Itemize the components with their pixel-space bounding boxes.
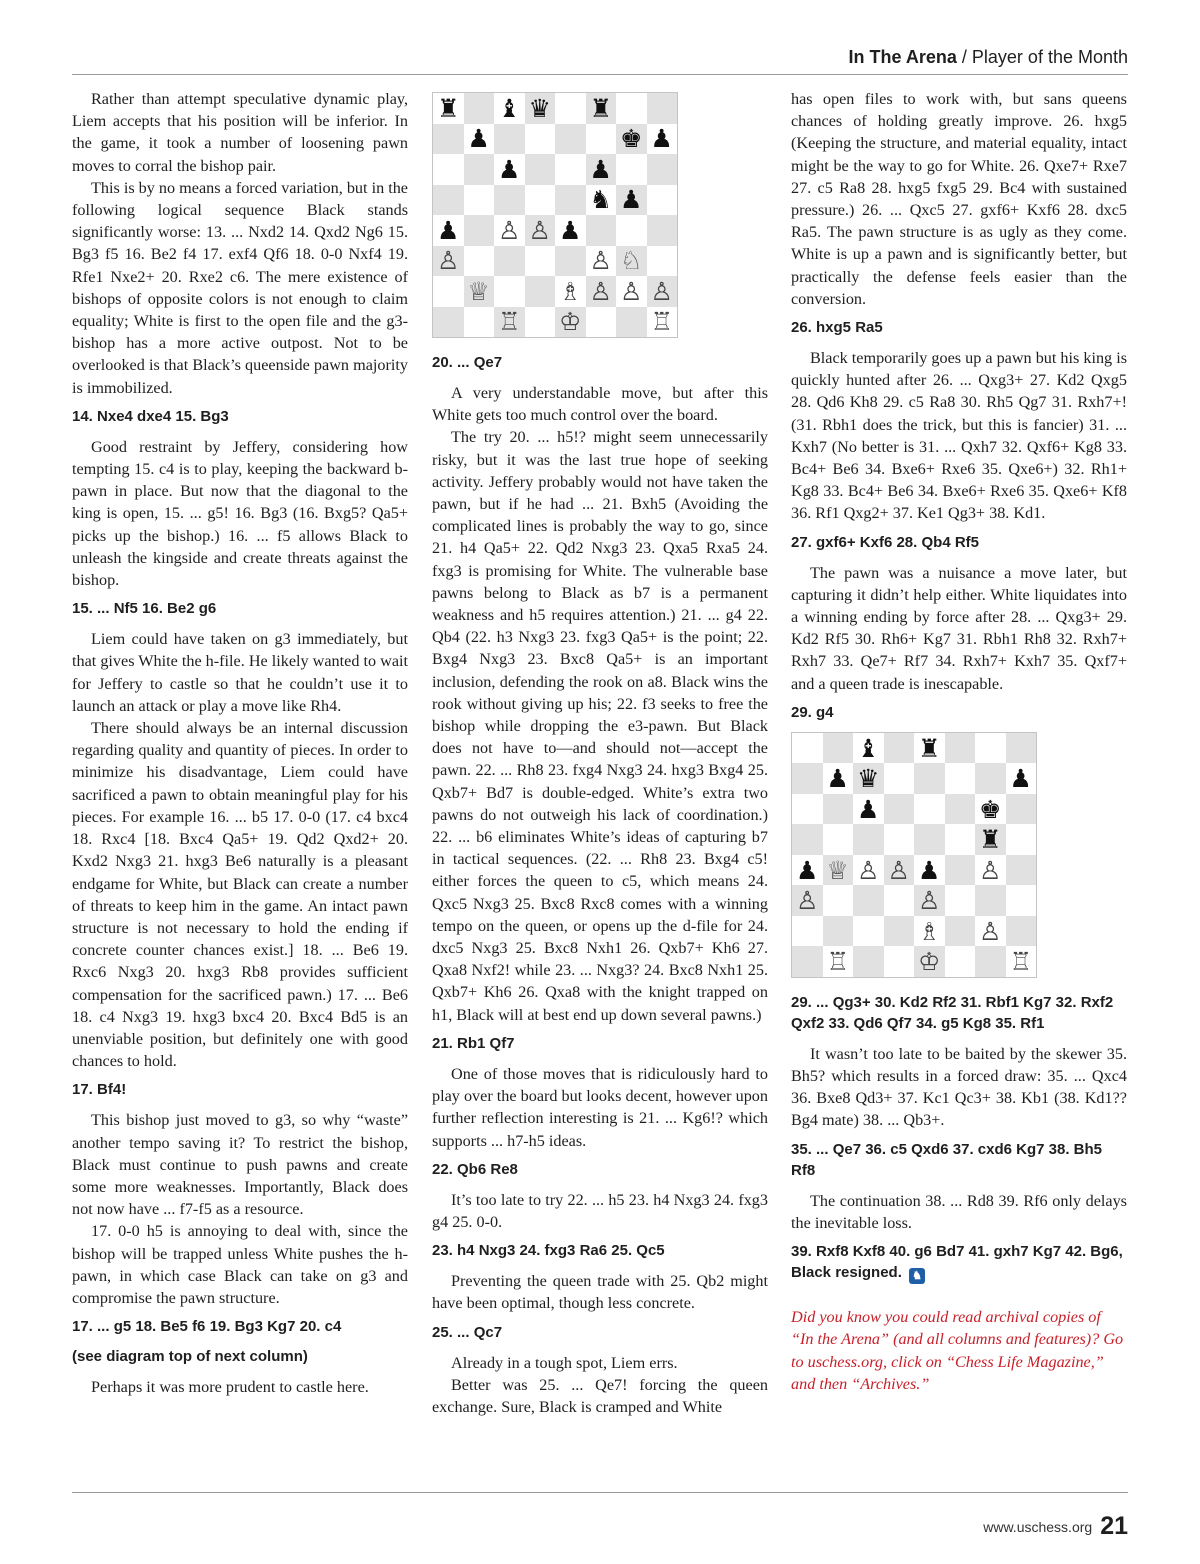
paragraph: There should always be an internal discussion regarding quality and quantity of pieces. In order to minimize his disadvantage, Liem could have sacrificed a pawn to obtain meaningful play for his pieces. For example 16. ... b5 17. 0-0 (17. c4 bxc4 18. Rxc4 [18. Bxc4 Qa5+ 19. Qd2 Qxd2+ 20. Kxd2 Nxg3 21. hxg3 Be6 naturally is a pleasant endgame for White, but Black can create a number of threats to keep him in the game. An intact pawn structure is not necessary to hold the ending if concrete counter chances exist.] 18. ... Be6 19. Rxc6 Nxg3 20. hxg3 Rb8 provides sufficient compensation for the sacrificed pawn.) 17. ... Be6 18. c4 Nxg3 19. hxg3 bxc4 20. Bxc4 Bd5 is an unenviable position, but definitely one with good chances to hold.: [72, 719, 408, 1071]
board-square: [853, 855, 884, 886]
board-square: [945, 946, 976, 977]
white-pawn-piece: ♙: [589, 276, 612, 306]
board-square: [525, 185, 556, 216]
white-queen-piece: ♕: [467, 276, 490, 306]
board-square: [1006, 763, 1037, 794]
board-square: [555, 307, 586, 338]
paragraph: Perhaps it was more prudent to castle here.: [91, 1378, 369, 1397]
board-square: [884, 824, 915, 855]
board-square: [525, 154, 556, 185]
board-square: [792, 946, 823, 977]
white-pawn-piece: ♙: [796, 886, 819, 916]
board-square: [792, 855, 823, 886]
board-square: [586, 276, 617, 307]
board-square: [464, 307, 495, 338]
white-pawn-piece: ♙: [979, 855, 1002, 885]
paragraph: It’s too late to try 22. ... h5 23. h4 Nxg3 24. fxg3 g4 25. 0-0.: [432, 1190, 768, 1231]
board-square: [433, 185, 464, 216]
board-square: [853, 794, 884, 825]
white-queen-piece: ♕: [826, 855, 849, 885]
column-1: [72, 88, 408, 1398]
paragraph: Good restraint by Jeffery, considering how tempting 15. c4 is to play, keeping the backward b-pawn in place. But now that the diagonal to the king is open, 15. ... g5! 16. Bg3 (16. Bxg5? Qa5+ picks up the bishop.) 16. ... f5 allows Black to unleash the kingside and create threats against the bishop.: [72, 437, 408, 590]
black-pawn-piece: ♟: [437, 215, 460, 245]
black-pawn-piece: ♟: [650, 124, 673, 154]
move-heading: 27. gxf6+ Kxf6 28. Qb4 Rf5: [791, 533, 979, 551]
board-square: [975, 794, 1006, 825]
board-square: [525, 246, 556, 277]
board-square: [525, 307, 556, 338]
board-square: [914, 733, 945, 764]
subsection-title: Player of the Month: [971, 47, 1128, 67]
white-pawn-piece: ♙: [650, 276, 673, 306]
move-heading: 29. g4: [791, 703, 834, 721]
board-square: [884, 885, 915, 916]
board-square: [586, 215, 617, 246]
white-pawn-piece: ♙: [620, 276, 643, 306]
board-square: [945, 824, 976, 855]
board-square: [1006, 855, 1037, 886]
board-square: [1006, 733, 1037, 764]
move-heading: 21. Rb1 Qf7: [432, 1034, 515, 1052]
board-square: [616, 154, 647, 185]
board-square: [945, 916, 976, 947]
board-square: [792, 824, 823, 855]
white-rook-piece: ♖: [826, 947, 849, 977]
black-pawn-piece: ♟: [559, 215, 582, 245]
black-rook-piece: ♜: [437, 93, 460, 123]
paragraph: 17. 0-0 h5 is annoying to deal with, since the bishop will be trapped unless White pushes the h-pawn, in which case Black can take on g3 and compromise the pawn structure.: [72, 1222, 408, 1307]
board-square: [616, 276, 647, 307]
board-square: [433, 215, 464, 246]
white-pawn-piece: ♙: [918, 886, 941, 916]
board-square: [945, 855, 976, 886]
board-square: [616, 307, 647, 338]
board-square: [494, 124, 525, 155]
move-heading: 14. Nxe4 dxe4 15. Bg3: [72, 407, 229, 425]
paragraph: Rather than attempt speculative dynamic play, Liem accepts that his position will be inferior. In the game, it took a number of loosening pawn moves to corral the bishop pair.: [72, 90, 408, 175]
black-pawn-piece: ♟: [918, 855, 941, 885]
board-square: [975, 763, 1006, 794]
white-rook-piece: ♖: [498, 307, 521, 337]
board-square: [647, 307, 678, 338]
board-square: [823, 855, 854, 886]
board-square: [525, 124, 556, 155]
board-square: [525, 276, 556, 307]
board-square: [1006, 946, 1037, 977]
white-pawn-piece: ♙: [437, 246, 460, 276]
white-king-piece: ♔: [559, 307, 582, 337]
black-pawn-piece: ♟: [589, 154, 612, 184]
board-square: [433, 93, 464, 124]
board-square: [853, 916, 884, 947]
board-square: [914, 763, 945, 794]
move-heading: 20. ... Qe7: [432, 354, 503, 371]
page-number: 21: [1100, 1512, 1128, 1540]
running-header: [72, 44, 1128, 76]
black-king-piece: ♚: [979, 794, 1002, 824]
black-rook-piece: ♜: [979, 825, 1002, 855]
end-of-article-icon: ♞: [909, 1268, 925, 1284]
page-footer: [983, 1512, 1128, 1541]
board-square: [555, 185, 586, 216]
board-square: [647, 215, 678, 246]
board-square: [853, 946, 884, 977]
board-square: [792, 733, 823, 764]
move-heading: 17. Bf4!: [72, 1081, 127, 1099]
move-heading: 22. Qb6 Re8: [432, 1160, 518, 1178]
final-moves-heading: [791, 1241, 1127, 1284]
board-square: [1006, 916, 1037, 947]
move-heading: 26. hxg5 Ra5: [791, 319, 883, 337]
board-square: [433, 124, 464, 155]
board-square: [464, 185, 495, 216]
white-bishop-piece: ♗: [559, 276, 582, 306]
board-square: [823, 916, 854, 947]
board-square: [555, 154, 586, 185]
board-square: [823, 794, 854, 825]
move-heading: 17. ... g5 18. Be5 f6 19. Bg3 Kg7 20. c4: [72, 1318, 342, 1336]
board-square: [792, 763, 823, 794]
board-square: [975, 885, 1006, 916]
board-square: [884, 855, 915, 886]
black-king-piece: ♚: [620, 124, 643, 154]
black-rook-piece: ♜: [918, 733, 941, 763]
chess-diagram: [791, 732, 1037, 978]
board-square: [464, 93, 495, 124]
board-square: [792, 794, 823, 825]
paragraph: Already in a tough spot, Liem errs.: [451, 1353, 678, 1372]
paragraph: Black temporarily goes up a pawn but his king is quickly hunted after 26. ... Qxg3+ 27. Kd2 Qxg5 28. Qd6 Kh8 29. c5 Ra8 30. Rh5 Qg7 31. Rxh7+! (31. Rbh1 does the trick, but this is fancier) 31. ... Kxh7 (No better is 31. ... Qxh7 32. Qxf6+ Kg8 33. Bc4+ Be6 34. Bxe6+ Rxe6 35. Qxe6+) 32. Rh1+ Kg8 33. Bc4+ Be6 34. Bxe6+ Rxe6 35. Qxe6+ Kf8 36. Rf1 Qxg2+ 37. Ke1 Qg3+ 38. Kd1.: [791, 349, 1127, 523]
board-square: [853, 763, 884, 794]
board-square: [616, 124, 647, 155]
board-square: [1006, 885, 1037, 916]
board-square: [525, 93, 556, 124]
board-square: [616, 246, 647, 277]
board-square: [853, 885, 884, 916]
column-2: [432, 88, 768, 1418]
board-square: [914, 885, 945, 916]
diagram-note: (see diagram top of next column): [72, 1348, 308, 1366]
board-square: [586, 246, 617, 277]
board-square: [945, 885, 976, 916]
board-square: [823, 946, 854, 977]
board-square: [884, 916, 915, 947]
board-square: [823, 733, 854, 764]
paragraph: One of those moves that is ridiculously hard to play over the board but looks decent, however upon further reflection interesting is 21. ... Kg6!? which supports ... h7-h5 ideas.: [432, 1064, 768, 1150]
paragraph: It wasn’t too late to be baited by the skewer 35. Bh5? which results in a forced draw: 35. ... Qxc4 36. Bxe8 Qd3+ 37. Kc1 Qc3+ 38. Kb1 (38. Kd1?? Bg4 mate) 38. ... Qb3+.: [791, 1044, 1127, 1130]
board-square: [884, 946, 915, 977]
board-square: [555, 246, 586, 277]
black-pawn-piece: ♟: [1009, 764, 1032, 794]
board-square: [975, 916, 1006, 947]
board-square: [555, 215, 586, 246]
white-pawn-piece: ♙: [887, 855, 910, 885]
board-square: [823, 824, 854, 855]
paragraph: Better was 25. ... Qe7! forcing the queen exchange. Sure, Black is cramped and White: [432, 1375, 768, 1416]
header-rule: [72, 74, 1128, 75]
archive-promo: Did you know you could read archival copies of “In the Arena” (and all columns and features)? Go to uschess.org, click on “Chess Life Magazine,” and then “Archives.”: [791, 1308, 1124, 1393]
white-pawn-piece: ♙: [589, 246, 612, 276]
paragraph: Liem could have taken on g3 immediately, but that gives White the h-file. He likely wanted to wait for Jeffery to castle so that he couldn’t use it to launch an attack or play a move like Rh4.: [72, 630, 408, 715]
paragraph: has open files to work with, but sans queens chances of holding greatly improve. 26. hxg5 (Keeping the structure, and material equality, intact might be the way to go for White. 26. Qxe7+ Rxe7 27. c5 Ra8 28. hxg5 fxg5 29. Bc4 with sustained pressure.) 26. ... Qxc5 27. gxf6+ Kxf6 28. dxc5 Ra5. The pawn structure is as ugly as they come. White is up a pawn and is significantly better, but practically the defense feels easier than the conversion.: [791, 90, 1127, 308]
board-square: [914, 824, 945, 855]
move-heading: 23. h4 Nxg3 24. fxg3 Ra6 25. Qc5: [432, 1242, 665, 1260]
board-square: [914, 916, 945, 947]
board-square: [433, 246, 464, 277]
black-pawn-piece: ♟: [826, 764, 849, 794]
board-square: [586, 185, 617, 216]
board-square: [586, 93, 617, 124]
board-square: [914, 946, 945, 977]
board-square: [464, 276, 495, 307]
move-heading: 25. ... Qc7: [432, 1323, 503, 1341]
board-square: [975, 733, 1006, 764]
board-square: [494, 215, 525, 246]
board-square: [494, 154, 525, 185]
board-square: [975, 946, 1006, 977]
move-heading: 15. ... Nf5 16. Be2 g6: [72, 600, 217, 618]
paragraph: The try 20. ... h5!? might seem unnecessarily risky, but it was the last true hope of seeking activity. Jeffery probably would not have taken the pawn, but if he had ... 21. Bxh5 (Avoiding the complicated lines is probably the way to go, since 21. h4 Qa5+ 22. Qd2 Nxg3 23. Qxa5 Rxa5 24. fxg3 is promising for White. The vulnerable base pawns belong to Black as b7 is a permanent weakness and h5 requires attention.) 21. ... g4 22. Qb4 (22. h3 Nxg3 23. fxg3 Qa5+ is the point; 22. Bxg4 Nxg3 23. Bxc8 Qa5+ is an important inclusion, defending the rook on a8. Black wins the rook without giving up his; 22. f3 seeks to free the bishop while dropping the e3-pawn. But Black does not have to—and should not—accept the pawn. 22. ... Rh8 23. fxg4 Nxg3 24. hxg3 Bxg4 25. Qxb7+ Bd7 is double-edged. White’s extra two pawns do not outweigh his lack of coordination.) 22. ... b6 eliminates White’s ideas of capturing b7 in tactical sequences. (22. ... Rh8 23. Bxg4 c5! either forces the queen to c5, which means 24. Qxc5 Nxg3 25. Bxc8 Rxc8 comes with a winning tempo on the queen, or opens up the d-file for 24. dxc5 Nxg3 25. Bxc8 Nxh1 26. Qxb7+ Kh6 27. Qxa8 Nxf2! while 23. ... Nxg3? 24. Bxc8 Nxh1 25. Qxb7+ Kh6 26. Qxa8 with the knight trapped on h1, Black will at best end up down several pawns.): [432, 428, 768, 1024]
board-square: [555, 276, 586, 307]
board-square: [647, 154, 678, 185]
move-heading: 35. ... Qe7 36. c5 Qxd6 37. cxd6 Kg7 38. Bh5 Rf8: [791, 1140, 1103, 1179]
white-pawn-piece: ♙: [979, 916, 1002, 946]
paragraph: This bishop just moved to g3, so why “waste” another tempo saving it? To restrict the bishop, Black must continue to push pawns and create some more weaknesses. Importantly, Black does not now have ... f7-f5 as a resource.: [72, 1111, 408, 1219]
board-square: [975, 855, 1006, 886]
board-square: [555, 93, 586, 124]
board-square: [647, 185, 678, 216]
board-square: [586, 307, 617, 338]
board-square: [494, 276, 525, 307]
board-square: [1006, 794, 1037, 825]
board-square: [586, 154, 617, 185]
board-square: [914, 855, 945, 886]
white-rook-piece: ♖: [650, 307, 673, 337]
white-pawn-piece: ♙: [528, 215, 551, 245]
section-title: In The Arena: [848, 47, 957, 67]
board-square: [884, 794, 915, 825]
board-square: [494, 246, 525, 277]
black-pawn-piece: ♟: [498, 154, 521, 184]
board-square: [494, 307, 525, 338]
black-pawn-piece: ♟: [620, 185, 643, 215]
board-square: [792, 885, 823, 916]
board-square: [616, 185, 647, 216]
header-separator: /: [956, 47, 972, 67]
board-square: [823, 763, 854, 794]
board-square: [616, 93, 647, 124]
board-square: [647, 246, 678, 277]
black-rook-piece: ♜: [589, 93, 612, 123]
black-pawn-piece: ♟: [796, 855, 819, 885]
white-rook-piece: ♖: [1009, 947, 1032, 977]
board-square: [555, 124, 586, 155]
board-square: [647, 124, 678, 155]
board-square: [853, 733, 884, 764]
board-square: [616, 215, 647, 246]
board-square: [464, 124, 495, 155]
paragraph: A very understandable move, but after this White gets too much control over the board.: [432, 384, 768, 425]
board-square: [884, 733, 915, 764]
board-square: [945, 794, 976, 825]
board-square: [647, 276, 678, 307]
board-square: [433, 307, 464, 338]
white-pawn-piece: ♙: [857, 855, 880, 885]
board-square: [647, 93, 678, 124]
board-square: [823, 885, 854, 916]
column-3: [791, 88, 1127, 1395]
board-square: [945, 733, 976, 764]
board-square: [433, 276, 464, 307]
black-queen-piece: ♛: [528, 93, 551, 123]
board-square: [792, 916, 823, 947]
black-pawn-piece: ♟: [857, 794, 880, 824]
board-square: [975, 824, 1006, 855]
board-square: [586, 124, 617, 155]
board-square: [464, 154, 495, 185]
board-square: [914, 794, 945, 825]
paragraph: This is by no means a forced variation, but in the following logical sequence Black stands significantly worse: 13. ... Nxd2 14. Qxd2 Ng6 15. Bg3 f5 16. Be2 f4 17. exf4 Qf6 18. 0-0 Nxf4 19. Rfe1 Nxe2+ 20. Rxe2 c6. The mere existence of bishops of opposite colors is not enough to claim equality; White is first to the open file and the g3-bishop has a more active outpost. Not to be overlooked is that Black’s queenside pawn majority is immobilized.: [72, 178, 408, 397]
black-queen-piece: ♛: [857, 764, 880, 794]
board-square: [884, 763, 915, 794]
board-square: [464, 215, 495, 246]
paragraph: Preventing the queen trade with 25. Qb2 might have been optimal, though less concrete.: [432, 1272, 768, 1313]
white-knight-piece: ♘: [620, 246, 643, 276]
board-square: [945, 763, 976, 794]
move-heading: 29. ... Qg3+ 30. Kd2 Rf2 31. Rbf1 Kg7 32. Rxf2 Qxf2 33. Qd6 Qf7 34. g5 Kg8 35. Rf1: [791, 993, 1114, 1032]
board-square: [494, 93, 525, 124]
board-square: [1006, 824, 1037, 855]
black-bishop-piece: ♝: [498, 93, 521, 123]
website-url: www.uschess.org: [983, 1518, 1093, 1535]
white-pawn-piece: ♙: [498, 215, 521, 245]
board-square: [525, 215, 556, 246]
board-square: [464, 246, 495, 277]
black-bishop-piece: ♝: [857, 733, 880, 763]
final-moves-text: 39. Rxf8 Kxf8 40. g6 Bd7 41. gxh7 Kg7 42. Bg6, Black resigned.: [791, 1243, 1123, 1282]
black-knight-piece: ♞: [589, 185, 612, 215]
paragraph: The pawn was a nuisance a move later, but capturing it didn’t help either. White liquidates into a winning ending by force after 28. ... Qxg3+ 29. Kd2 Rf5 30. Rh6+ Kg7 31. Rbh1 Rh8 32. Rxh7+ Rxh7 33. Qe7+ Rf7 34. Rxh7+ Kxh7 35. Qxf7+ and a queen trade is inescapable.: [791, 563, 1127, 693]
paragraph: The continuation 38. ... Rd8 39. Rf6 only delays the inevitable loss.: [791, 1191, 1127, 1232]
board-square: [433, 154, 464, 185]
board-square: [853, 824, 884, 855]
white-bishop-piece: ♗: [918, 916, 941, 946]
chess-diagram: [432, 92, 678, 338]
footer-rule: [72, 1492, 1128, 1493]
black-pawn-piece: ♟: [467, 124, 490, 154]
white-king-piece: ♔: [918, 947, 941, 977]
board-square: [494, 185, 525, 216]
